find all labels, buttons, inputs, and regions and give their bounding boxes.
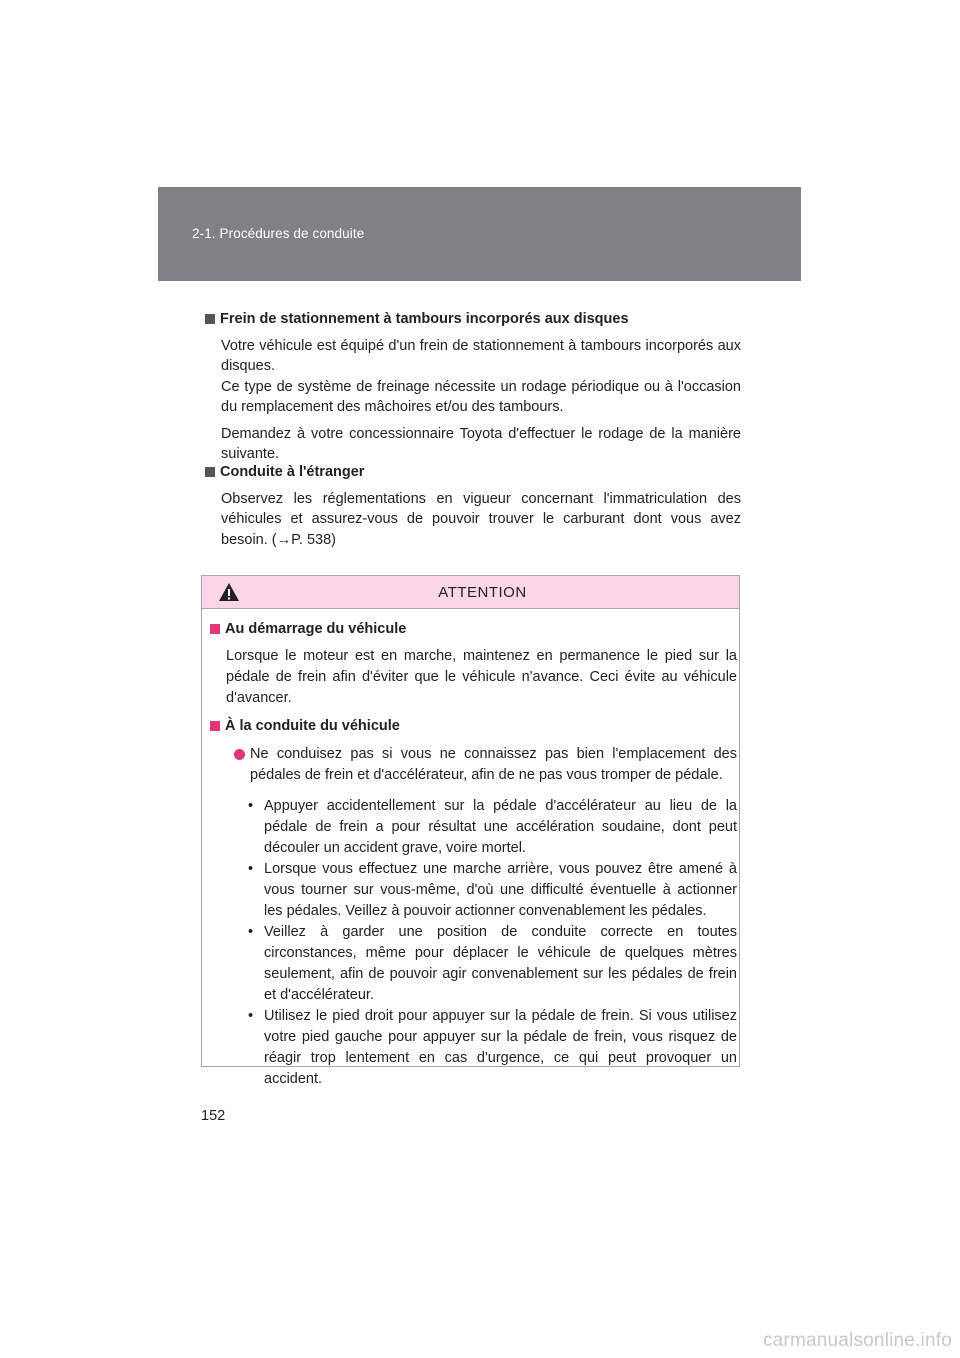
square-bullet-icon bbox=[205, 467, 215, 477]
paragraph: Observez les réglementations en vigueur concernant l'immatriculation des véhicules et assurez-vous de pouvoir trouver le carburant dont vous avez besoin. (→P. 538) bbox=[221, 490, 741, 548]
warning-box bbox=[201, 575, 740, 1087]
warning-body bbox=[210, 619, 737, 1090]
section-heading: Conduite à l'étranger bbox=[220, 464, 365, 480]
list-item: • Appuyer accidentellement sur la pédale d'accélérateur au lieu de la pédale de frein a pour résultat une accélération soudaine, dont peut découler un accident grave, voire mortel. bbox=[248, 796, 737, 859]
dot-bullet-icon: • bbox=[248, 924, 254, 940]
warning-header bbox=[202, 576, 739, 609]
square-bullet-icon bbox=[210, 624, 220, 634]
section-heading: Frein de stationnement à tambours incorporés aux disques bbox=[220, 311, 629, 327]
dot-bullet-icon: • bbox=[248, 798, 254, 814]
warning-bullet: Ne conduisez pas si vous ne connaissez pas bien l'emplacement des pédales de frein et d'accélérateur, afin de ne pas vous tromper de pédale. bbox=[250, 746, 737, 783]
section-driving-abroad bbox=[205, 462, 741, 550]
square-bullet-icon bbox=[205, 314, 215, 324]
list-item: • Veillez à garder une position de conduite correcte en toutes circonstances, même pour déplacer le véhicule de quelques mètres seulement, afin de pouvoir agir convenablement sur les pédales de frein et d'accélérateur. bbox=[248, 922, 737, 1006]
chapter-header-band bbox=[158, 187, 801, 281]
paragraph: Demandez à votre concessionnaire Toyota d'effectuer le rodage de la manière suivante. bbox=[221, 425, 741, 462]
list-item: • Lorsque vous effectuez une marche arrière, vous pouvez être amené à vous tourner sur vous-même, d'où une difficulté éventuelle à actionner les pédales. Veillez à pouvoir actionner convenablement les pédales. bbox=[248, 859, 737, 922]
circle-bullet-icon bbox=[234, 749, 245, 760]
page-number: 152 bbox=[201, 1108, 226, 1124]
dot-bullet-icon: • bbox=[248, 1008, 254, 1024]
paragraph: Votre véhicule est équipé d'un frein de stationnement à tambours incorporés aux disques. bbox=[221, 337, 741, 374]
warning-paragraph: Lorsque le moteur est en marche, maintenez en permanence le pied sur la pédale de frein afin d'éviter que le véhicule n'avance. Ceci évite au véhicule d'avancer. bbox=[226, 648, 737, 706]
chapter-title: 2-1. Procédures de conduite bbox=[192, 226, 365, 241]
dot-bullet-icon: • bbox=[248, 861, 254, 877]
paragraph: Ce type de système de freinage nécessite un rodage périodique ou à l'occasion du remplacement des mâchoires et/ou des tambours. bbox=[221, 378, 741, 415]
section-parking-brake bbox=[205, 309, 741, 465]
square-bullet-icon bbox=[210, 721, 220, 731]
warning-triangle-icon bbox=[218, 582, 240, 602]
warning-heading: Au démarrage du véhicule bbox=[225, 621, 407, 637]
warning-title: ATTENTION bbox=[438, 583, 527, 601]
list-item: • Utilisez le pied droit pour appuyer sur la pédale de frein. Si vous utilisez votre pied gauche pour appuyer sur la pédale de frein, vous risquez de réagir trop lentement en cas d'urgence, ce qui peut provoquer un accident. bbox=[248, 1006, 737, 1090]
warning-heading: À la conduite du véhicule bbox=[225, 718, 400, 734]
watermark: carmanualsonline.info bbox=[762, 1330, 952, 1351]
